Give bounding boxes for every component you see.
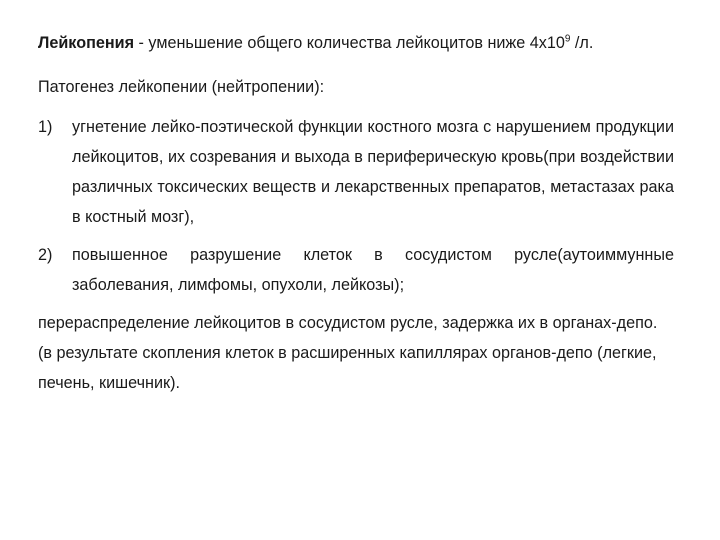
list-item-text: повышенное разрушение клеток в сосудистом русле(аутоиммунные заболевания, лимфомы, опухоли, лейкозы); — [72, 246, 674, 294]
list-item-number: 2) — [38, 246, 53, 264]
definition-line — [38, 28, 674, 58]
list-item — [38, 240, 674, 300]
redistribution-paragraph: перераспределение лейкоцитов в сосудистом русле, задержка их в органах-депо. (в результате скопления клеток в расширенных капиллярах органов-депо (легкие, печень, кишечник). — [38, 314, 658, 392]
definition-text: - уменьшение общего количества лейкоцитов ниже 4х10 — [134, 34, 565, 52]
pathogenesis-list — [38, 112, 674, 300]
definition-term: Лейкопения — [38, 34, 135, 52]
pathogenesis-heading: Патогенез лейкопении (нейтропении): — [38, 78, 325, 96]
list-item-number: 1) — [38, 118, 53, 136]
definition-power: 9 — [564, 33, 571, 45]
list-item — [38, 112, 674, 232]
list-item-text: угнетение лейко-поэтической функции костного мозга с нарушением продукции лейкоцитов, их созревания и выхода в периферическую кровь(при воздействии различных токсических веществ и лекарственных препаратов, метастазах рака в костный мозг), — [72, 118, 674, 226]
definition-unit: /л. — [570, 34, 594, 52]
